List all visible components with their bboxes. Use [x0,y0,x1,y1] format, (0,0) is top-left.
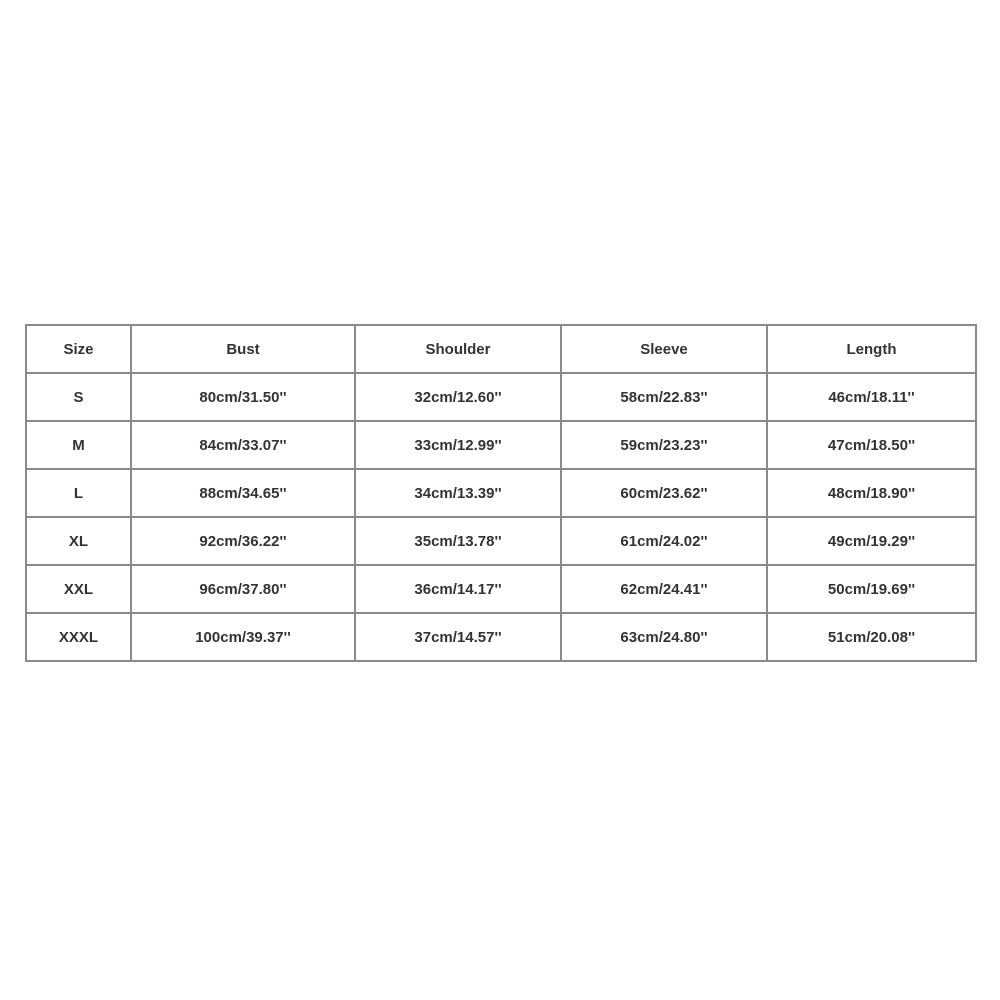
cell-shoulder: 33cm/12.99'' [355,421,561,469]
header-size: Size [26,325,131,373]
cell-shoulder: 34cm/13.39'' [355,469,561,517]
header-sleeve: Sleeve [561,325,767,373]
cell-sleeve: 62cm/24.41'' [561,565,767,613]
cell-bust: 92cm/36.22'' [131,517,355,565]
cell-shoulder: 36cm/14.17'' [355,565,561,613]
cell-size: XXXL [26,613,131,661]
cell-size: M [26,421,131,469]
cell-shoulder: 35cm/13.78'' [355,517,561,565]
cell-shoulder: 32cm/12.60'' [355,373,561,421]
cell-length: 48cm/18.90'' [767,469,976,517]
cell-length: 50cm/19.69'' [767,565,976,613]
cell-bust: 100cm/39.37'' [131,613,355,661]
cell-length: 46cm/18.11'' [767,373,976,421]
cell-sleeve: 58cm/22.83'' [561,373,767,421]
cell-bust: 80cm/31.50'' [131,373,355,421]
header-row [26,325,976,373]
table-row [26,613,976,661]
cell-size: XXL [26,565,131,613]
cell-length: 47cm/18.50'' [767,421,976,469]
table-row [26,469,976,517]
cell-sleeve: 59cm/23.23'' [561,421,767,469]
cell-size: XL [26,517,131,565]
cell-length: 51cm/20.08'' [767,613,976,661]
header-bust: Bust [131,325,355,373]
header-shoulder: Shoulder [355,325,561,373]
table-row [26,565,976,613]
cell-length: 49cm/19.29'' [767,517,976,565]
cell-shoulder: 37cm/14.57'' [355,613,561,661]
cell-sleeve: 63cm/24.80'' [561,613,767,661]
table-row [26,373,976,421]
table-row [26,421,976,469]
header-length: Length [767,325,976,373]
cell-bust: 84cm/33.07'' [131,421,355,469]
cell-bust: 88cm/34.65'' [131,469,355,517]
size-chart-table [25,324,977,662]
cell-size: S [26,373,131,421]
cell-sleeve: 60cm/23.62'' [561,469,767,517]
cell-size: L [26,469,131,517]
table-row [26,517,976,565]
cell-bust: 96cm/37.80'' [131,565,355,613]
cell-sleeve: 61cm/24.02'' [561,517,767,565]
